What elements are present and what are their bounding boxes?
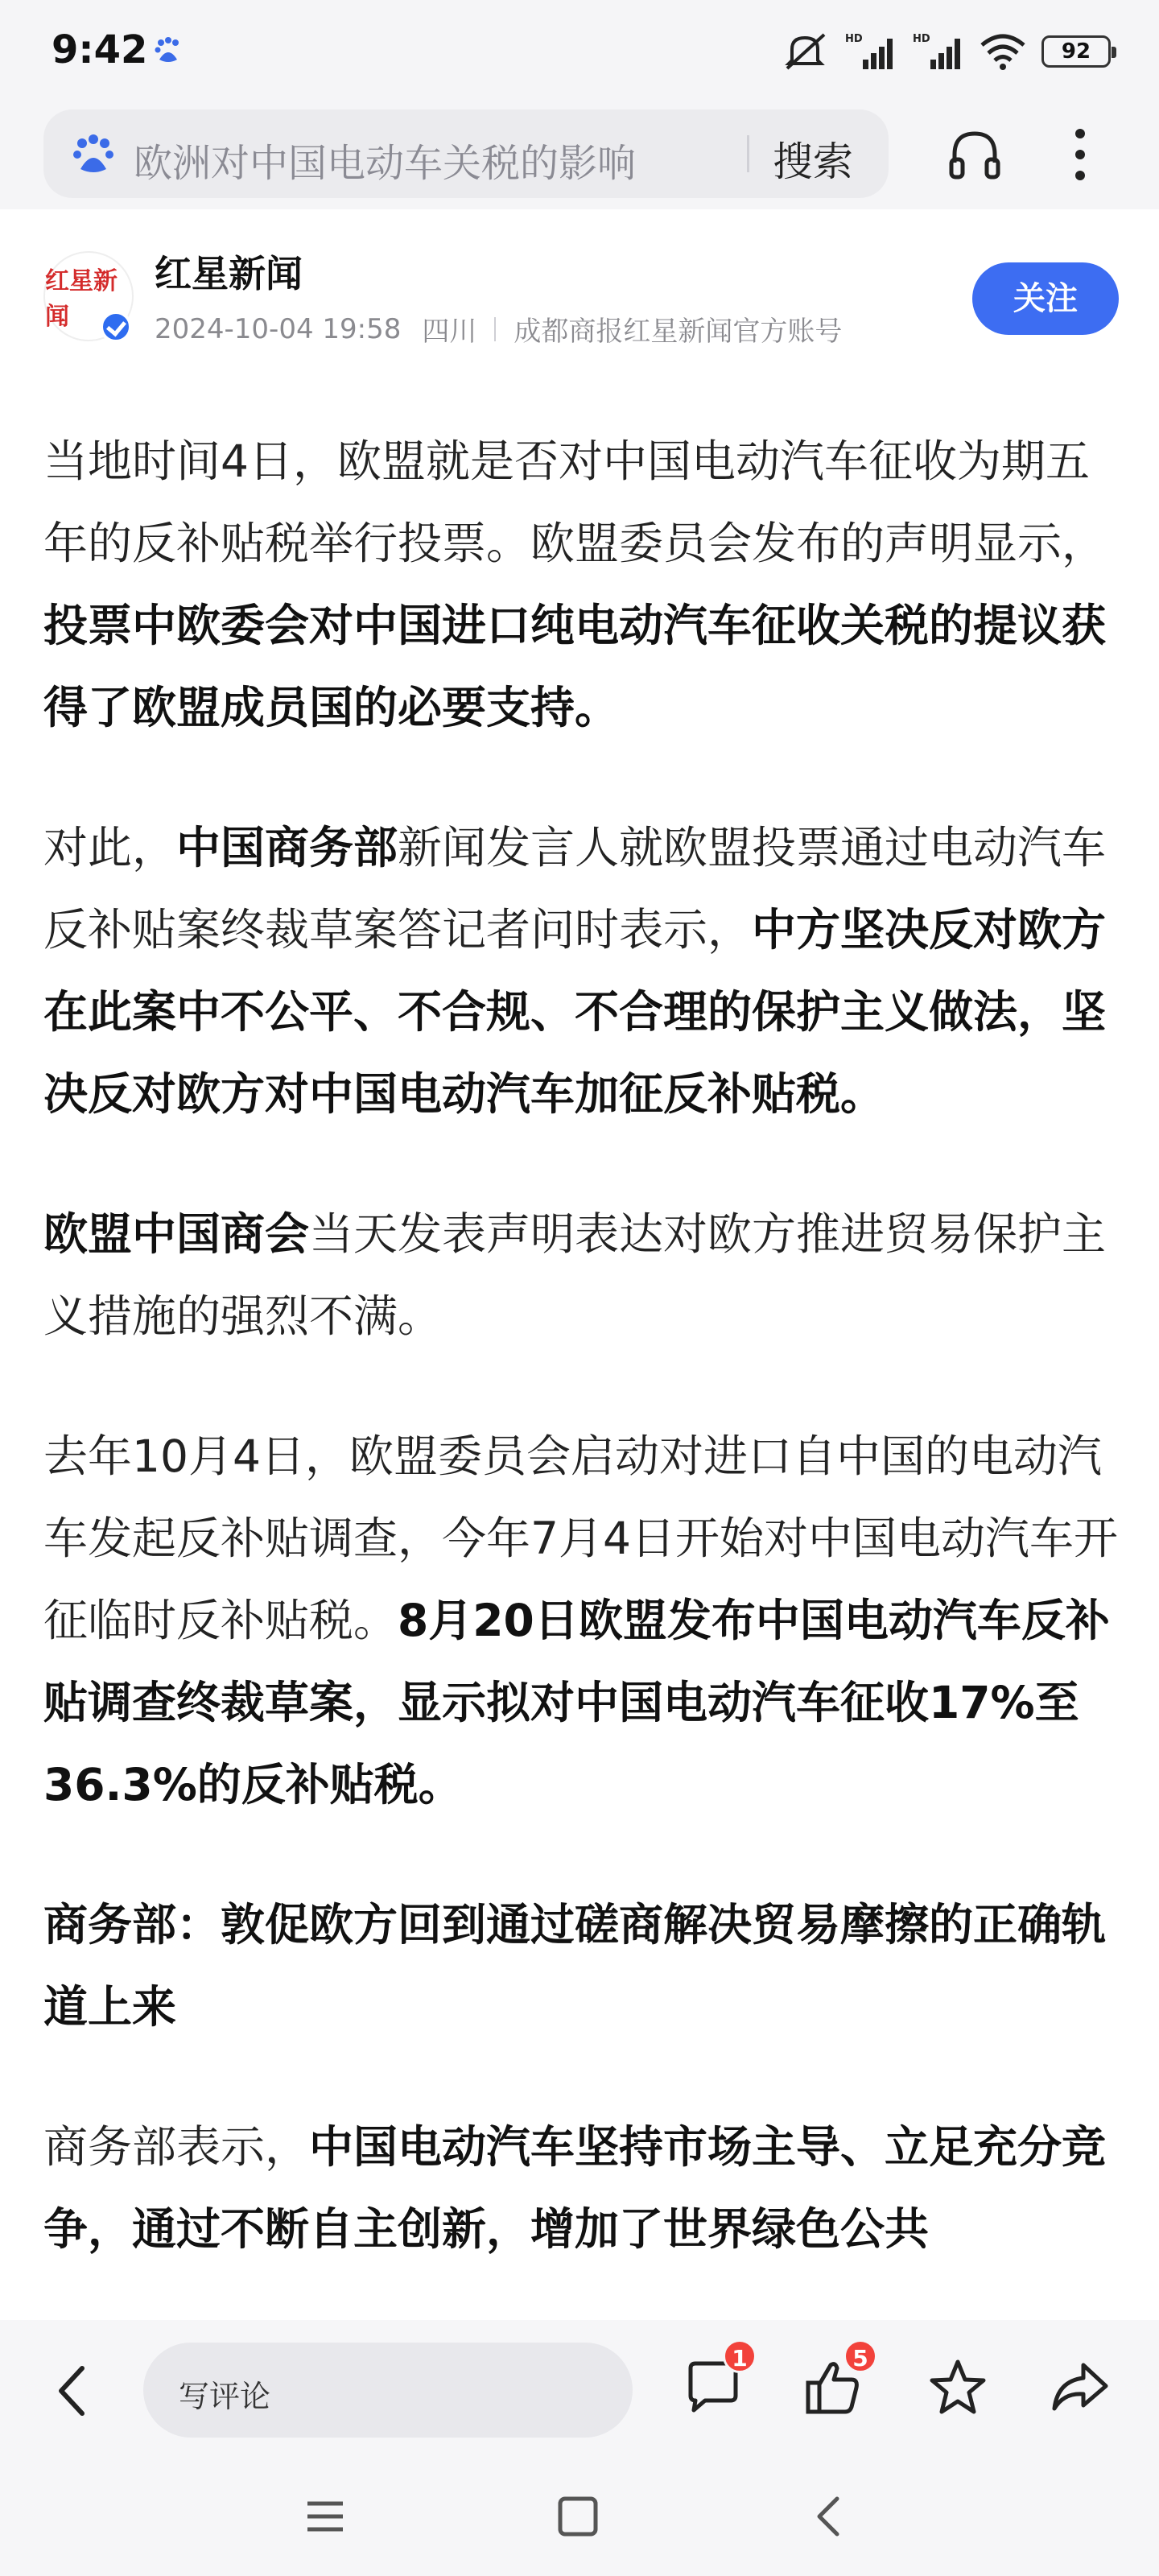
home-icon[interactable]	[554, 2492, 602, 2541]
text-run: 对此，	[43, 822, 177, 873]
verified-icon	[100, 311, 132, 343]
back-icon[interactable]	[50, 2360, 95, 2421]
paragraph	[43, 807, 1122, 1135]
mute-icon	[784, 31, 829, 72]
paragraph	[43, 1415, 1122, 1826]
svg-text:HD: HD	[845, 33, 863, 45]
status-time: 9:42	[52, 27, 148, 72]
paragraph	[43, 2106, 1122, 2270]
author-name[interactable]: 红星新闻	[155, 252, 303, 295]
search-input[interactable]: 欧洲对中国电动车关税的影响	[134, 141, 637, 186]
svg-text:HD: HD	[913, 33, 930, 45]
more-icon[interactable]	[1064, 124, 1096, 185]
bold-text-run: 8月20日欧盟发布中国电动汽车反补贴调查终裁草案，显示拟对中国电动汽车征收17%至36.3%的反补贴税。	[43, 1595, 1110, 1810]
section-heading: 商务部：敦促欧方回到通过磋商解决贸易摩擦的正确轨道上来	[43, 1899, 1107, 2033]
text-run: 当天发表声明表达对欧方推进贸易保护主义措施的强烈不满。	[43, 1208, 1107, 1342]
star-icon[interactable]	[926, 2355, 990, 2420]
meta-divider	[494, 317, 496, 341]
share-icon[interactable]	[1048, 2355, 1112, 2420]
text-run: 新闻发言人就欧盟投票通过电动汽车反补贴案终裁草案答记者问时表示，	[43, 822, 1107, 956]
paragraph	[43, 420, 1122, 749]
bold-text-run: 中方坚决反对欧方在此案中不公平、不合规、不合理的保护主义做法，坚决反对欧方对中国电动汽车加征反补贴税。	[43, 904, 1107, 1120]
search-button[interactable]: 搜索	[773, 138, 853, 185]
text-run: 当地时间4日，欧盟就是否对中国电动汽车征收为期五年的反补贴税举行投票。欧盟委员会发布的声明显示，	[43, 436, 1107, 569]
text-run: 去年10月4日，欧盟委员会启动对进口自中国的电动汽车发起反补贴调查，今年7月4日开始对中国电动汽车开征临时反补贴税。	[43, 1430, 1118, 1646]
baidu-paw-icon	[71, 132, 116, 177]
publish-datetime: 2024-10-04 19:58	[155, 312, 402, 345]
paragraph	[43, 1193, 1122, 1357]
back-nav-icon[interactable]	[805, 2492, 853, 2541]
bold-text-run: 投票中欧委会对中国进口纯电动汽车征收关税的提议获得了欧盟成员国的必要支持。	[43, 600, 1107, 733]
comment-count-badge: 1	[723, 2339, 757, 2373]
follow-button[interactable]: 关注	[972, 262, 1119, 335]
account-description: 成都商报红星新闻官方账号	[514, 316, 843, 348]
search-box[interactable]	[43, 109, 889, 198]
status-icons	[784, 31, 1111, 72]
like-count-badge: 5	[843, 2339, 877, 2373]
avatar-logo: 红星新闻	[45, 267, 118, 331]
comment-input[interactable]	[143, 2343, 633, 2438]
battery-icon: 92	[1041, 35, 1111, 68]
wifi-icon	[979, 32, 1027, 71]
headset-icon[interactable]	[947, 127, 1003, 184]
publish-region: 四川	[422, 316, 477, 348]
comment-placeholder: 写评论	[179, 2379, 271, 2414]
search-row	[0, 103, 1159, 209]
author-meta	[155, 309, 842, 349]
baidu-paw-icon	[153, 35, 184, 66]
menu-icon[interactable]	[301, 2492, 349, 2541]
status-bar	[0, 0, 1159, 103]
bold-text-run: 欧盟中国商会	[43, 1208, 310, 1260]
article-body	[43, 420, 1122, 2320]
signal-icon	[911, 31, 964, 72]
bold-text-run: 中国电动汽车坚持市场主导、立足充分竞争，通过不断自主创新，增加了世界绿色公共	[43, 2121, 1107, 2255]
bold-text-run: 中国商务部	[176, 822, 398, 873]
system-nav-bar	[0, 2463, 1159, 2576]
text-run: 商务部表示，	[43, 2121, 310, 2173]
search-divider	[747, 135, 749, 172]
bottom-action-bar	[0, 2320, 1159, 2463]
signal-icon	[843, 31, 897, 72]
author-header	[0, 209, 1159, 354]
